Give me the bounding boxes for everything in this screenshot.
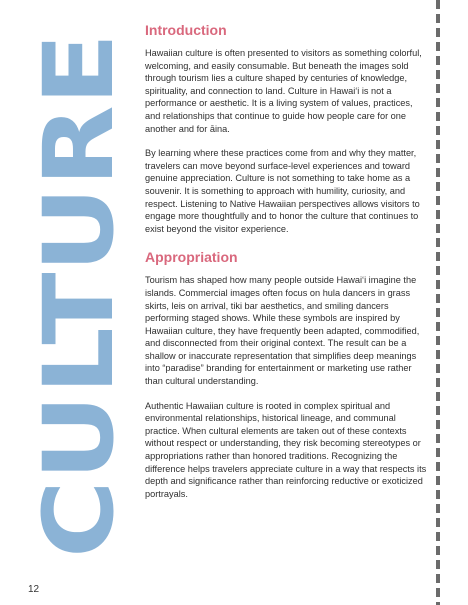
vertical-title-text: CULTURE [23, 81, 135, 558]
vertical-title-graphic [23, 28, 135, 558]
section-introduction [145, 22, 430, 235]
vertical-title [23, 28, 135, 558]
paragraph: By learning where these practices come from and why they matter, travelers can move beyond surface-level experiences and toward genuine appreciation. Culture is not something to take home as a souvenir. It is something to approach with humility, curiosity, and respect. Listening to Native Hawaiian perspectives allows visitors to engage more thoughtfully and to honor the culture that continues to exist beyond the visitor experience. [145, 148, 420, 234]
paragraph: Hawaiian culture is often presented to visitors as something colorful, welcoming, and easily consumable. But beneath the images sold through tourism lies a culture shaped by centuries of knowledge, spirituality, and connection to land. Culture in Hawai‘i is not a performance or aesthetic. It is a living system of values, practices, and relationships that continue to guide how people care for one another and for āina. [145, 48, 422, 134]
section-heading: Appropriation [145, 249, 238, 266]
paragraph: Tourism has shaped how many people outside Hawai‘i imagine the islands. Commercial images often focus on hula dancers in grass skirts, leis on arrival, tiki bar aesthetics, and smiling dancers performing staged shows. While these symbols are inspired by Hawaiian culture, they have frequently been adapted, commodified, and disconnected from their original context. The result can be a shallow or inaccurate representation that simplifies deep meanings into “paradise” branding for entertainment or marketing use rather than cultural understanding. [145, 275, 420, 387]
dashed-border [436, 0, 440, 605]
section-appropriation [145, 249, 430, 500]
paragraph: Authentic Hawaiian culture is rooted in complex spiritual and environmental relationships, historical lineage, and communal practice. When cultural elements are taken out of these contexts without respect or understanding, they risk becoming stereotypes or appropriations rather than honored traditions. Recognizing the difference helps travelers appreciate culture in a way that respects its depth and significance rather than reinforcing reductive or exoticized portrayals. [145, 400, 427, 499]
page-number: 12 [28, 584, 40, 595]
main-content [145, 22, 430, 512]
section-heading: Introduction [145, 22, 227, 38]
